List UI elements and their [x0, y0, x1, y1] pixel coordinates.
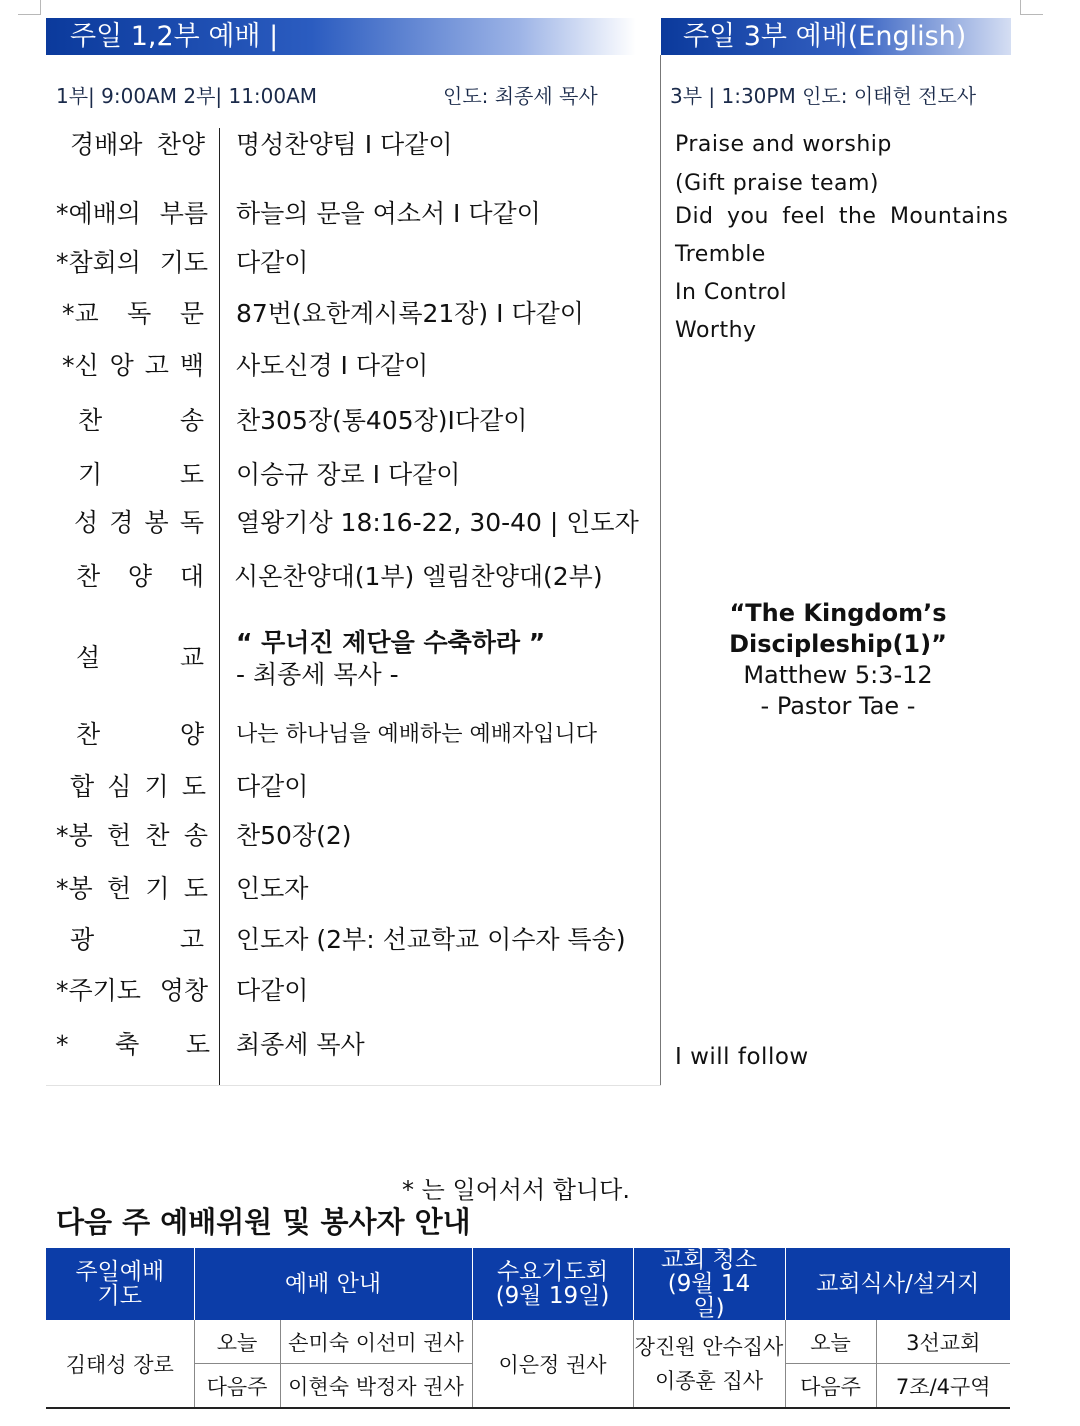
order-value-praise: 명성찬양팀 I 다같이 [236, 130, 453, 159]
order-label-sermon: 설 교 [76, 643, 204, 672]
order-label-unison-prayer: 합 심 기 도 [70, 772, 206, 801]
header-meal: 교회식사/설거지 [785, 1248, 1010, 1320]
header-guide: 예배 안내 [194, 1248, 472, 1320]
english-sermon-title-1: “The Kingdom’s [729, 599, 947, 627]
meal-next: 7조/4구역 [876, 1364, 1010, 1409]
order-value-choir: 시온찬양대(1부) 엘림찬양대(2부) [234, 562, 603, 591]
order-label-hymn: 찬 송 [78, 406, 204, 435]
order-value-responsive-reading: 87번(요한계시록21장) I 다같이 [236, 299, 584, 328]
english-line-song-1: Did you feel the Mountains [675, 204, 1009, 229]
english-service-info: 3부 | 1:30PM 인도: 이태헌 전도사 [670, 84, 977, 108]
guide-today-label: 오늘 [194, 1320, 280, 1364]
table-row [46, 1320, 1010, 1364]
order-label-responsive-reading: *교 독 문 [62, 299, 204, 328]
order-value-hymn: 찬305장(통405장)I다같이 [236, 406, 528, 435]
page-corner-mark-left [18, 0, 41, 15]
order-label-praise: 경배와 찬양 [70, 130, 205, 159]
english-sermon-block [700, 598, 976, 722]
column-divider [660, 55, 661, 1086]
english-closing-song: I will follow [675, 1044, 809, 1070]
order-value-benediction: 최종세 목사 [236, 1030, 365, 1059]
order-value-announcements: 인도자 (2부: 선교학교 이수자 특송) [236, 925, 626, 954]
standing-note: * 는 일어서서 합니다. [402, 1176, 630, 1204]
order-label-announcements: 광 고 [70, 925, 204, 954]
service-3-header: 주일 3부 예배(English) [661, 18, 1011, 55]
order-value-call-to-worship: 하늘의 문을 여소서 I 다같이 [236, 199, 541, 228]
order-label-prayer: 기 도 [78, 460, 204, 489]
cleaning-name-2: 이종훈 집사 [654, 1368, 764, 1393]
order-label-creed: *신 앙 고 백 [62, 351, 204, 380]
order-label-call-to-worship: *예배의 부름 [56, 199, 208, 228]
table-header-row [46, 1248, 1010, 1320]
english-sermon-scripture: Matthew 5:3-12 [743, 661, 933, 689]
meal-today: 3선교회 [876, 1320, 1010, 1364]
service-times: 1부| 9:00AM 2부| 11:00AM [56, 84, 318, 108]
order-value-offering-prayer: 인도자 [236, 874, 309, 903]
cleaning-name-1: 장진원 안수집사 [634, 1334, 784, 1359]
english-line-song-3: Worthy [675, 318, 757, 343]
order-label-choir: 찬 양 대 [76, 562, 204, 591]
header-cleaning: 교회 청소 (9월 14일) [633, 1248, 785, 1320]
page-corner-mark-right [1020, 0, 1043, 15]
order-label-lords-prayer: *주기도 영창 [56, 976, 208, 1005]
order-label-scripture: 성 경 봉 독 [74, 508, 204, 537]
order-value-offering-hymn: 찬50장(2) [236, 821, 352, 850]
header-prayer: 주일예배 기도 [46, 1248, 194, 1320]
header-wednesday: 수요기도회 (9월 19일) [472, 1248, 633, 1320]
english-sermon-pastor: - Pastor Tae - [760, 692, 916, 720]
order-value-lords-prayer: 다같이 [236, 976, 309, 1005]
order-label-offering-hymn: *봉 헌 찬 송 [56, 821, 208, 850]
order-label-benediction: * 축 도 [56, 1030, 210, 1059]
guide-today-names: 손미숙 이선미 권사 [280, 1320, 472, 1364]
order-label-offering-prayer: *봉 헌 기 도 [56, 874, 208, 903]
order-value-scripture: 열왕기상 18:16-22, 30-40 | 인도자 [236, 508, 639, 537]
order-value-praise-song: 나는 하나님을 예배하는 예배자입니다 [236, 722, 598, 747]
order-label-praise-song: 찬 양 [76, 720, 204, 749]
prayer-name: 김태성 장로 [46, 1320, 194, 1408]
guide-next-names: 이현숙 박정자 권사 [280, 1364, 472, 1409]
next-week-table [46, 1248, 1010, 1409]
order-value-confession: 다같이 [236, 248, 309, 277]
service-leader: 인도: 최종세 목사 [443, 84, 598, 108]
service-1-2-header: 주일 1,2부 예배 | [46, 18, 636, 55]
english-line-song-1b: Tremble [675, 242, 766, 267]
english-sermon-title-2: Discipleship(1)” [729, 630, 947, 658]
order-divider [219, 128, 220, 1086]
order-value-prayer: 이승규 장로 I 다같이 [236, 460, 461, 489]
next-week-title: 다음 주 예배위원 및 봉사자 안내 [56, 1205, 471, 1239]
english-line-praise: Praise and worship [675, 132, 892, 157]
guide-next-label: 다음주 [194, 1364, 280, 1409]
cleaning-names [633, 1320, 785, 1408]
english-line-song-2: In Control [675, 280, 787, 305]
order-value-creed: 사도신경 I 다같이 [236, 351, 429, 380]
meal-today-label: 오늘 [785, 1320, 876, 1364]
english-line-team: (Gift praise team) [675, 171, 879, 196]
order-value-unison-prayer: 다같이 [236, 772, 309, 801]
wednesday-name: 이은정 권사 [472, 1320, 633, 1408]
order-label-confession: *참회의 기도 [56, 248, 208, 277]
order-value-sermon-title: “ 무너진 제단을 수축하라 ” [236, 628, 546, 657]
order-value-sermon-preacher: - 최종세 목사 - [236, 660, 399, 689]
meal-next-label: 다음주 [785, 1364, 876, 1409]
order-bottom-line [46, 1085, 661, 1086]
